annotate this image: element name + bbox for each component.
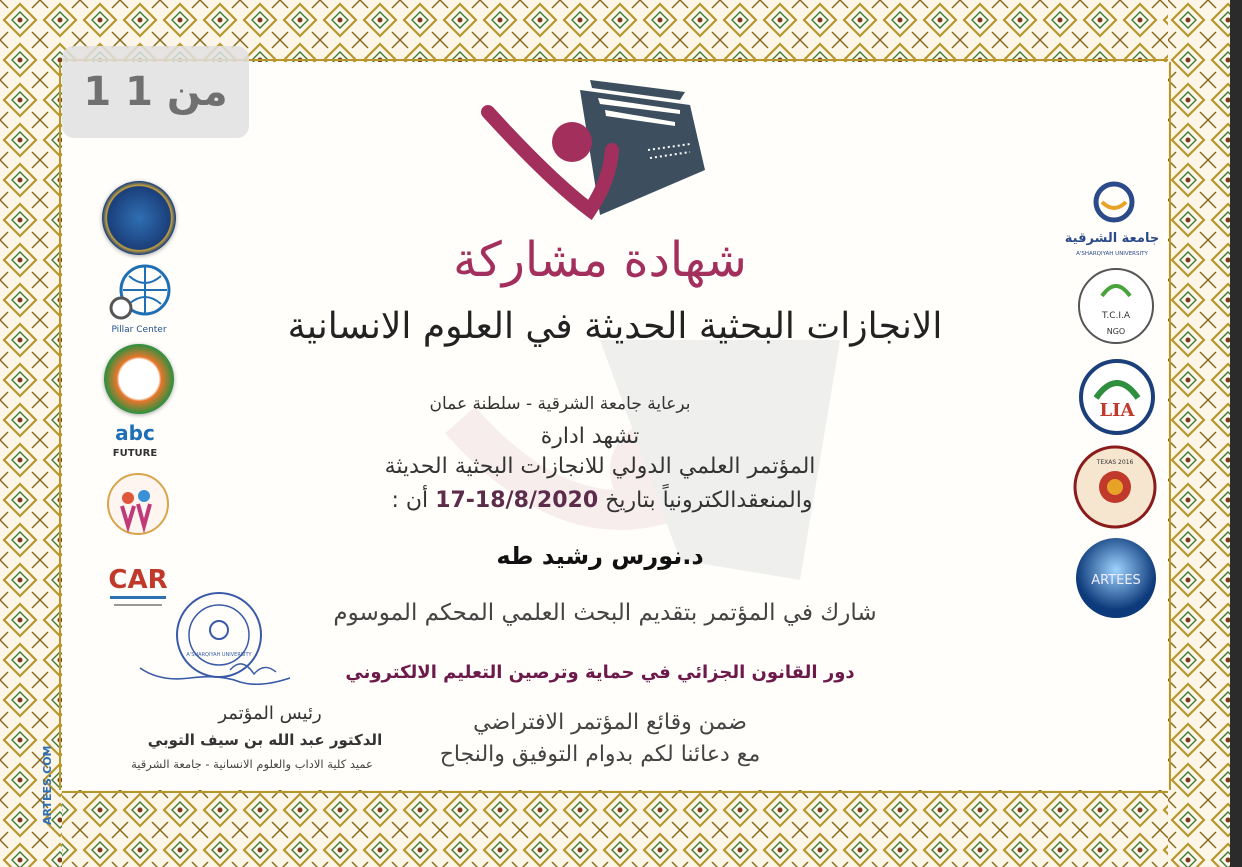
date-value: 17-18/8/2020	[435, 488, 599, 513]
wishes-line: مع دعائنا لكم بدوام التوفيق والنجاح	[439, 742, 761, 767]
date-suffix: أن :	[391, 488, 429, 513]
svg-text:ARTEES.COM: ARTEES.COM	[41, 745, 54, 825]
date-prefix: والمنعقدالكترونياً بتاريخ	[605, 488, 813, 513]
witness-line: تشهد ادارة	[540, 424, 640, 449]
svg-text:جامعة الشرقية: جامعة الشرقية	[1064, 231, 1160, 246]
within-proceedings-line: ضمن وقائع المؤتمر الافتراضي	[473, 710, 747, 735]
page-counter-badge: 1 من 1	[62, 46, 249, 138]
signatory-title: رئيس المؤتمر	[218, 703, 322, 724]
future-logo	[108, 420, 162, 460]
svg-text:CAR: CAR	[108, 565, 168, 595]
pillar-center-logo	[103, 262, 175, 336]
vertical-url-text	[38, 650, 56, 830]
sponsor-line: برعاية جامعة الشرقية - سلطنة عمان	[429, 394, 691, 414]
certificate-title: شهادة مشاركة	[453, 232, 747, 288]
svg-text:ARTEES: ARTEES	[1091, 573, 1141, 588]
svg-text:TEXAS 2016: TEXAS 2016	[1096, 459, 1134, 466]
signature	[130, 648, 300, 698]
lia-logo	[1078, 358, 1156, 436]
participation-line: شارك في المؤتمر بتقديم البحث العلمي المحكم الموسوم	[333, 600, 877, 626]
ornamental-border-right	[1168, 0, 1230, 867]
svg-text:FUTURE: FUTURE	[112, 448, 158, 459]
svg-text:A'SHARQIYAH UNIVERSITY: A'SHARQIYAH UNIVERSITY	[186, 652, 252, 658]
svg-text:A'SHARQIYAH UNIVERSITY: A'SHARQIYAH UNIVERSITY	[1076, 251, 1148, 257]
conference-name-line: المؤتمر العلمي الدولي للانجازات البحثية الحديثة	[384, 454, 816, 479]
signatory-position: عميد كلية الاداب والعلوم الانسانية - جامعة الشرقية	[131, 757, 373, 771]
signatory-name: الدكتور عبد الله بن سيف التوبي	[147, 731, 383, 749]
svg-text:NGO: NGO	[1106, 327, 1126, 336]
recipient-name: د.نورس رشيد طه	[496, 542, 704, 570]
paper-title: دور القانون الجزائي في حماية وترصين التعليم الالكتروني	[345, 662, 855, 683]
svg-text:T.C.I.A: T.C.I.A	[1101, 311, 1131, 321]
conference-subtitle: الانجازات البحثية الحديثة في العلوم الانسانية	[287, 306, 943, 347]
left-logo-5-emblem	[100, 470, 176, 542]
ornamental-border-bottom	[0, 790, 1230, 867]
conference-logo	[480, 70, 720, 220]
american-arabic-academy-logo	[1072, 444, 1158, 530]
svg-text:Pillar Center: Pillar Center	[111, 325, 167, 335]
svg-text:abc: abc	[115, 421, 155, 445]
date-line	[352, 488, 852, 513]
artees-logo	[1074, 536, 1158, 620]
tcia-ngo-logo	[1076, 266, 1156, 346]
svg-text:LIA: LIA	[1099, 400, 1135, 421]
left-logo-1-emblem	[102, 181, 176, 255]
left-logo-6-emblem	[104, 552, 172, 616]
sharqiyah-university-logo	[1062, 180, 1160, 260]
left-logo-3-emblem	[104, 344, 174, 414]
